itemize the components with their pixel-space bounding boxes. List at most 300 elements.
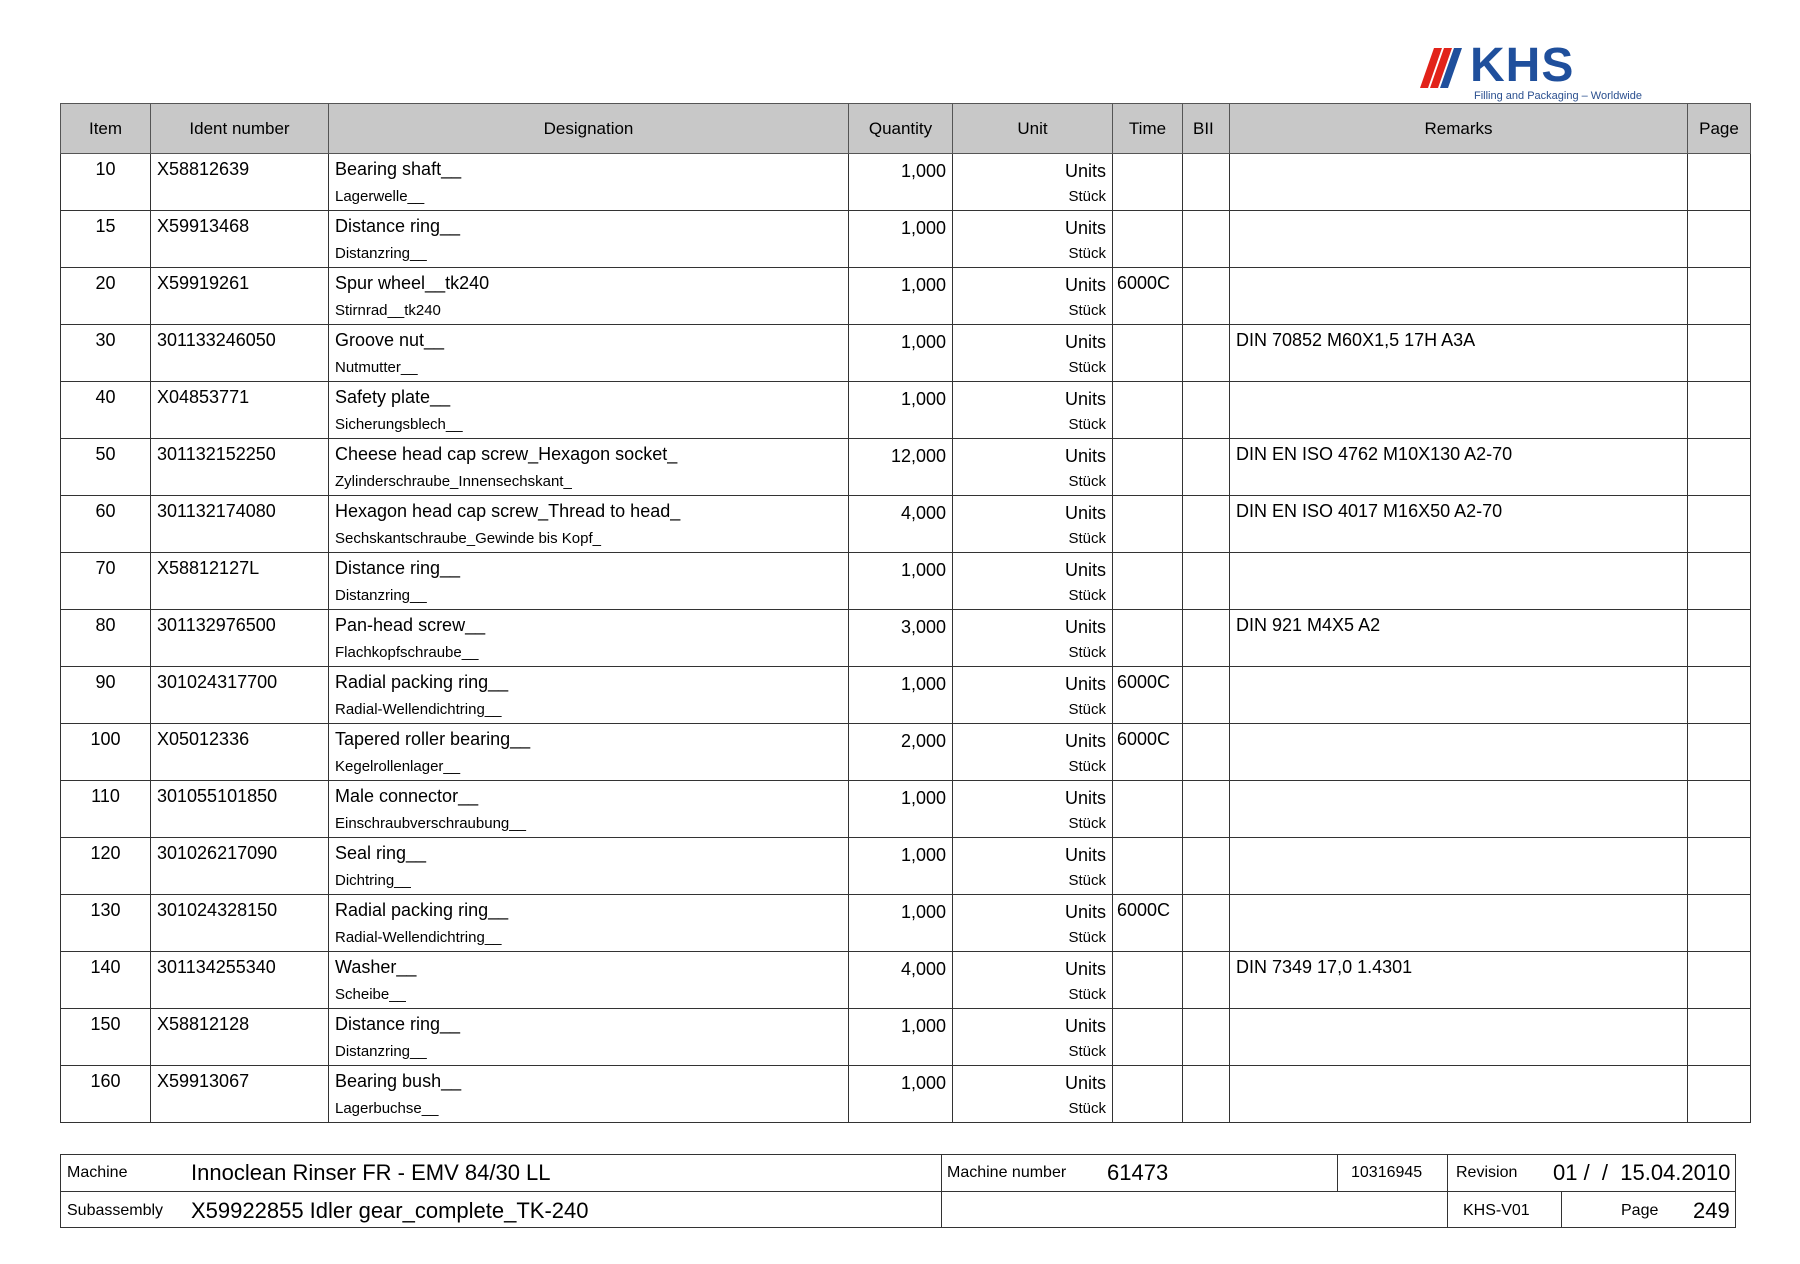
remarks-cell — [1230, 781, 1688, 838]
unit-de: Stück — [1068, 416, 1106, 433]
table-row — [61, 724, 1751, 781]
time-code — [1113, 952, 1182, 956]
item-cell — [61, 1066, 151, 1123]
item-cell — [61, 154, 151, 211]
page-ref — [1688, 838, 1750, 842]
bii-value — [1183, 382, 1229, 386]
quantity: 1,000 — [900, 332, 946, 352]
ident-number: 301132976500 — [157, 615, 276, 635]
designation-cell — [329, 268, 849, 325]
ident-number: X58812127L — [157, 558, 260, 578]
item-number: 150 — [90, 1014, 121, 1034]
item-cell — [61, 325, 151, 382]
version-code: KHS-V01 — [1463, 1202, 1530, 1219]
time-cell — [1113, 382, 1183, 439]
designation-de: Distanzring__ — [335, 587, 427, 604]
unit-de: Stück — [1068, 758, 1106, 775]
item-cell — [61, 268, 151, 325]
page-ref — [1688, 439, 1750, 443]
page-cell — [1688, 211, 1751, 268]
item-number: 20 — [95, 273, 116, 293]
quantity: 4,000 — [900, 959, 946, 979]
item-number: 15 — [95, 216, 116, 236]
unit-en: Units — [1064, 389, 1106, 409]
item-number: 80 — [95, 615, 116, 635]
page-cell — [1688, 667, 1751, 724]
quantity-cell — [849, 724, 953, 781]
unit-en: Units — [1064, 446, 1106, 466]
remarks-cell — [1230, 610, 1688, 667]
quantity: 1,000 — [900, 218, 946, 238]
page-cell — [1688, 553, 1751, 610]
time-cell — [1113, 895, 1183, 952]
unit-cell — [953, 667, 1113, 724]
quantity: 1,000 — [900, 788, 946, 808]
remarks — [1230, 154, 1687, 158]
item-cell — [61, 439, 151, 496]
remarks-cell — [1230, 496, 1688, 553]
designation-de: Einschraubverschraubung__ — [335, 815, 526, 832]
unit-en: Units — [1064, 503, 1106, 523]
page-ref — [1688, 1009, 1750, 1013]
header-item: Item — [61, 104, 151, 154]
designation-cell — [329, 724, 849, 781]
ident-number: X59919261 — [157, 273, 250, 293]
item-cell — [61, 610, 151, 667]
bii-cell — [1183, 268, 1230, 325]
unit-cell — [953, 325, 1113, 382]
page-cell — [1688, 325, 1751, 382]
quantity-cell — [849, 781, 953, 838]
item-cell — [61, 667, 151, 724]
page-cell — [1688, 1066, 1751, 1123]
logo-brand: KHS — [1470, 39, 1575, 92]
designation-en: Groove nut__ — [335, 330, 445, 350]
time-code — [1113, 439, 1182, 443]
unit-cell — [953, 1066, 1113, 1123]
designation-cell — [329, 382, 849, 439]
unit-en: Units — [1064, 161, 1106, 181]
bii-cell — [1183, 1066, 1230, 1123]
unit-cell — [953, 1009, 1113, 1066]
bii-cell — [1183, 610, 1230, 667]
designation-cell — [329, 838, 849, 895]
unit-en: Units — [1064, 1073, 1106, 1093]
quantity-cell — [849, 1009, 953, 1066]
item-cell — [61, 553, 151, 610]
unit-cell — [953, 154, 1113, 211]
remarks-cell — [1230, 553, 1688, 610]
page-cell — [1688, 154, 1751, 211]
item-number: 90 — [95, 672, 116, 692]
table-row — [61, 439, 1751, 496]
time-code — [1113, 325, 1182, 329]
ident-cell — [151, 952, 329, 1009]
ident-cell — [151, 553, 329, 610]
unit-en: Units — [1064, 1016, 1106, 1036]
designation-en: Male connector__ — [335, 786, 479, 806]
designation-de: Radial-Wellendichtring__ — [335, 701, 502, 718]
unit-de: Stück — [1068, 986, 1106, 1003]
time-code — [1113, 838, 1182, 842]
time-cell — [1113, 553, 1183, 610]
page-ref — [1688, 154, 1750, 158]
bii-value — [1183, 838, 1229, 842]
designation-de: Lagerbuchse__ — [335, 1100, 439, 1117]
designation-en: Distance ring__ — [335, 1014, 461, 1034]
time-code — [1113, 154, 1182, 158]
unit-de: Stück — [1068, 302, 1106, 319]
bii-cell — [1183, 952, 1230, 1009]
unit-de: Stück — [1068, 188, 1106, 205]
time-cell — [1113, 439, 1183, 496]
ident-cell — [151, 724, 329, 781]
unit-de: Stück — [1068, 473, 1106, 490]
remarks-cell — [1230, 838, 1688, 895]
page-cell — [1688, 382, 1751, 439]
ident-cell — [151, 1009, 329, 1066]
designation-cell — [329, 1066, 849, 1123]
header-quantity: Quantity — [849, 104, 953, 154]
remarks-cell — [1230, 268, 1688, 325]
table-header-row — [61, 104, 1751, 154]
unit-en: Units — [1064, 560, 1106, 580]
remarks-cell — [1230, 382, 1688, 439]
machine-value: Innoclean Rinser FR - EMV 84/30 LL — [191, 1160, 551, 1185]
logo-tagline: Filling and Packaging – Worldwide — [1474, 90, 1642, 102]
ident-number: 301024328150 — [157, 900, 278, 920]
header-remarks: Remarks — [1230, 104, 1688, 154]
ident-number: 301133246050 — [157, 330, 276, 350]
revision-label: Revision — [1456, 1164, 1518, 1181]
designation-de: Dichtring__ — [335, 872, 411, 889]
ident-cell — [151, 781, 329, 838]
remarks — [1230, 1009, 1687, 1013]
bii-cell — [1183, 895, 1230, 952]
time-cell — [1113, 952, 1183, 1009]
page-cell — [1688, 724, 1751, 781]
time-cell — [1113, 154, 1183, 211]
subassembly-value: X59922855 Idler gear_complete_TK-240 — [191, 1198, 589, 1223]
quantity-cell — [849, 325, 953, 382]
designation-cell — [329, 496, 849, 553]
item-cell — [61, 211, 151, 268]
unit-cell — [953, 439, 1113, 496]
ident-number: X04853771 — [157, 387, 250, 407]
designation-de: Lagerwelle__ — [335, 188, 425, 205]
quantity: 1,000 — [900, 560, 946, 580]
machine-number-label: Machine number — [947, 1164, 1067, 1181]
bii-value — [1183, 610, 1229, 614]
time-code — [1113, 496, 1182, 500]
remarks — [1230, 781, 1687, 785]
table-row — [61, 268, 1751, 325]
designation-de: Sechskantschraube_Gewinde bis Kopf_ — [335, 530, 602, 547]
ident-cell — [151, 382, 329, 439]
bii-cell — [1183, 211, 1230, 268]
order-number: 10316945 — [1351, 1164, 1423, 1181]
bii-cell — [1183, 325, 1230, 382]
remarks: DIN EN ISO 4017 M16X50 A2-70 — [1236, 501, 1503, 521]
page-cell — [1688, 610, 1751, 667]
page-cell — [1688, 268, 1751, 325]
machine-number-value: 61473 — [1107, 1160, 1169, 1185]
time-code: 6000C — [1117, 273, 1171, 293]
remarks-cell — [1230, 1009, 1688, 1066]
parts-table-body — [61, 154, 1751, 1123]
parts-table — [60, 103, 1751, 1123]
unit-en: Units — [1064, 617, 1106, 637]
item-cell — [61, 1009, 151, 1066]
remarks-cell — [1230, 439, 1688, 496]
ident-number: X58812128 — [157, 1014, 250, 1034]
bii-cell — [1183, 667, 1230, 724]
item-number: 120 — [90, 843, 121, 863]
quantity-cell — [849, 952, 953, 1009]
item-cell — [61, 496, 151, 553]
unit-en: Units — [1064, 845, 1106, 865]
designation-cell — [329, 211, 849, 268]
time-cell — [1113, 838, 1183, 895]
table-row — [61, 325, 1751, 382]
item-number: 160 — [90, 1071, 121, 1091]
designation-en: Seal ring__ — [335, 843, 427, 863]
designation-cell — [329, 154, 849, 211]
quantity: 3,000 — [900, 617, 946, 637]
header-time: Time — [1113, 104, 1183, 154]
ident-number: 301132152250 — [157, 444, 276, 464]
unit-de: Stück — [1068, 815, 1106, 832]
time-code — [1113, 1066, 1182, 1070]
designation-en: Distance ring__ — [335, 558, 461, 578]
page-ref — [1688, 895, 1750, 899]
bii-cell — [1183, 838, 1230, 895]
bii-cell — [1183, 781, 1230, 838]
bii-cell — [1183, 1009, 1230, 1066]
quantity-cell — [849, 211, 953, 268]
quantity: 1,000 — [900, 275, 946, 295]
unit-en: Units — [1064, 275, 1106, 295]
time-cell — [1113, 325, 1183, 382]
quantity-cell — [849, 838, 953, 895]
table-row — [61, 1066, 1751, 1123]
bii-value — [1183, 211, 1229, 215]
time-cell — [1113, 610, 1183, 667]
bii-value — [1183, 154, 1229, 158]
quantity: 1,000 — [900, 1073, 946, 1093]
title-block — [60, 1154, 1736, 1228]
unit-en: Units — [1064, 959, 1106, 979]
quantity: 1,000 — [900, 845, 946, 865]
quantity-cell — [849, 382, 953, 439]
time-cell — [1113, 496, 1183, 553]
unit-cell — [953, 610, 1113, 667]
designation-en: Distance ring__ — [335, 216, 461, 236]
designation-de: Flachkopfschraube__ — [335, 644, 479, 661]
bii-value — [1183, 895, 1229, 899]
quantity-cell — [849, 667, 953, 724]
time-cell — [1113, 1066, 1183, 1123]
bii-cell — [1183, 496, 1230, 553]
ident-cell — [151, 895, 329, 952]
time-code: 6000C — [1117, 729, 1171, 749]
unit-en: Units — [1064, 218, 1106, 238]
revision-value: 01 / / 15.04.2010 — [1553, 1160, 1731, 1185]
quantity: 1,000 — [900, 161, 946, 181]
bii-value — [1183, 1066, 1229, 1070]
remarks: DIN EN ISO 4762 M10X130 A2-70 — [1236, 444, 1513, 464]
remarks-cell — [1230, 667, 1688, 724]
page-cell — [1688, 895, 1751, 952]
ident-cell — [151, 211, 329, 268]
designation-en: Hexagon head cap screw_Thread to head_ — [335, 501, 681, 521]
remarks-cell — [1230, 325, 1688, 382]
time-code — [1113, 211, 1182, 215]
item-number: 60 — [95, 501, 116, 521]
item-number: 50 — [95, 444, 116, 464]
designation-de: Zylinderschraube_Innensechskant_ — [335, 473, 572, 490]
remarks — [1230, 553, 1687, 557]
unit-cell — [953, 382, 1113, 439]
designation-en: Radial packing ring__ — [335, 900, 509, 920]
unit-cell — [953, 496, 1113, 553]
item-cell — [61, 952, 151, 1009]
item-number: 100 — [90, 729, 121, 749]
table-row — [61, 211, 1751, 268]
designation-cell — [329, 553, 849, 610]
remarks — [1230, 382, 1687, 386]
page-cell — [1688, 781, 1751, 838]
table-row — [61, 781, 1751, 838]
item-number: 70 — [95, 558, 116, 578]
table-row — [61, 667, 1751, 724]
unit-cell — [953, 895, 1113, 952]
unit-cell — [953, 838, 1113, 895]
bii-value — [1183, 1009, 1229, 1013]
page-ref — [1688, 667, 1750, 671]
designation-de: Nutmutter__ — [335, 359, 418, 376]
designation-cell — [329, 1009, 849, 1066]
unit-de: Stück — [1068, 359, 1106, 376]
unit-de: Stück — [1068, 644, 1106, 661]
designation-en: Pan-head screw__ — [335, 615, 486, 635]
unit-cell — [953, 724, 1113, 781]
ident-cell — [151, 154, 329, 211]
table-row — [61, 895, 1751, 952]
time-code — [1113, 610, 1182, 614]
header-unit: Unit — [953, 104, 1113, 154]
item-cell — [61, 724, 151, 781]
table-row — [61, 610, 1751, 667]
header-bii: BII — [1183, 104, 1230, 154]
item-number: 130 — [90, 900, 121, 920]
quantity: 1,000 — [900, 1016, 946, 1036]
bii-value — [1183, 553, 1229, 557]
page-ref — [1688, 268, 1750, 272]
table-row — [61, 382, 1751, 439]
ident-cell — [151, 496, 329, 553]
unit-en: Units — [1064, 332, 1106, 352]
ident-cell — [151, 667, 329, 724]
designation-en: Bearing shaft__ — [335, 159, 462, 179]
ident-number: X58812639 — [157, 159, 250, 179]
page-ref — [1688, 325, 1750, 329]
designation-cell — [329, 895, 849, 952]
quantity-cell — [849, 268, 953, 325]
remarks — [1230, 1066, 1687, 1070]
remarks — [1230, 838, 1687, 842]
table-row — [61, 553, 1751, 610]
bii-cell — [1183, 553, 1230, 610]
page-cell — [1688, 439, 1751, 496]
designation-en: Safety plate__ — [335, 387, 451, 407]
item-number: 30 — [95, 330, 116, 350]
designation-en: Cheese head cap screw_Hexagon socket_ — [335, 444, 678, 464]
page-ref — [1688, 496, 1750, 500]
designation-en: Spur wheel__tk240 — [335, 273, 490, 293]
unit-de: Stück — [1068, 929, 1106, 946]
quantity: 4,000 — [900, 503, 946, 523]
time-cell — [1113, 211, 1183, 268]
time-code — [1113, 553, 1182, 557]
ident-cell — [151, 268, 329, 325]
unit-cell — [953, 952, 1113, 1009]
page-ref — [1688, 1066, 1750, 1070]
item-number: 140 — [90, 957, 121, 977]
remarks — [1230, 724, 1687, 728]
ident-cell — [151, 838, 329, 895]
bii-value — [1183, 325, 1229, 329]
time-cell — [1113, 724, 1183, 781]
ident-cell — [151, 439, 329, 496]
time-cell — [1113, 1009, 1183, 1066]
unit-cell — [953, 211, 1113, 268]
remarks: DIN 7349 17,0 1.4301 — [1236, 957, 1413, 977]
unit-cell — [953, 781, 1113, 838]
remarks-cell — [1230, 724, 1688, 781]
unit-en: Units — [1064, 674, 1106, 694]
subassembly-label: Subassembly — [67, 1202, 164, 1219]
unit-de: Stück — [1068, 701, 1106, 718]
designation-cell — [329, 667, 849, 724]
quantity-cell — [849, 439, 953, 496]
remarks-cell — [1230, 154, 1688, 211]
designation-de: Scheibe__ — [335, 986, 406, 1003]
page-cell — [1688, 1009, 1751, 1066]
designation-cell — [329, 781, 849, 838]
bii-value — [1183, 439, 1229, 443]
time-code: 6000C — [1117, 672, 1171, 692]
remarks-cell — [1230, 952, 1688, 1009]
item-cell — [61, 895, 151, 952]
remarks — [1230, 667, 1687, 671]
remarks: DIN 70852 M60X1,5 17H A3A — [1236, 330, 1476, 350]
ident-number: 301134255340 — [157, 957, 276, 977]
bii-cell — [1183, 154, 1230, 211]
item-number: 40 — [95, 387, 116, 407]
item-cell — [61, 781, 151, 838]
time-cell — [1113, 781, 1183, 838]
quantity: 2,000 — [900, 731, 946, 751]
bii-value — [1183, 268, 1229, 272]
designation-de: Kegelrollenlager__ — [335, 758, 461, 775]
quantity-cell — [849, 553, 953, 610]
unit-de: Stück — [1068, 872, 1106, 889]
designation-cell — [329, 952, 849, 1009]
bii-value — [1183, 952, 1229, 956]
header-page: Page — [1688, 104, 1751, 154]
unit-de: Stück — [1068, 245, 1106, 262]
